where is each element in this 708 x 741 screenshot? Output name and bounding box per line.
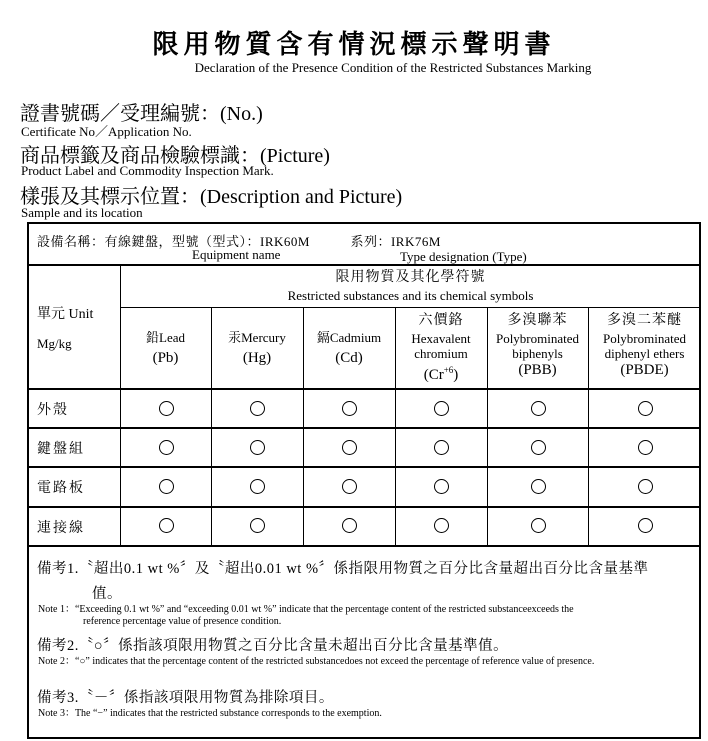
presence-circle-mark: [434, 479, 449, 494]
note-2-en: Note 2：“○” indicates that the percentage content of the restricted substancedoes not exceed the percentage of reference value of presence.: [38, 656, 595, 667]
presence-circle-mark: [531, 440, 546, 455]
restricted-substances-heading: 限用物質及其化學符號: [335, 270, 486, 285]
presence-circle-mark: [638, 479, 653, 494]
table-rule: [27, 388, 701, 390]
restricted-substances-heading-en: Restricted substances and its chemical symbols: [287, 288, 534, 303]
presence-circle-mark: [250, 401, 265, 416]
presence-circle-mark: [250, 479, 265, 494]
sample-location-caption: 樣張及其標示位置：(Description and Picture): [20, 186, 403, 208]
column-header-pbde-zh: 多溴二苯醚: [607, 313, 682, 328]
column-header-diphenyl-ethers: diphenyl ethers: [604, 346, 685, 361]
document-title: 限用物質含有情況標示聲明書: [152, 30, 556, 59]
note-1-zh: 備考1.〝超出0.1 wt %〞及〝超出0.01 wt %〞係指限用物質之百分比含量超出百分比含量基準: [37, 561, 649, 577]
column-header-pbb-zh: 多溴聯苯: [507, 313, 568, 328]
column-symbol-cd: (Cd): [335, 350, 363, 366]
presence-circle-mark: [434, 518, 449, 533]
product-label-caption-en: Product Label and Commodity Inspection Mark.: [21, 163, 274, 178]
column-symbol-cr6: $(Cr^{+6})$: [423, 365, 459, 383]
note-1-en: Note 1：“Exceeding 0.1 wt %” and “exceeding 0.01 wt %” indicate that the percentage content of the restricted substanceexceeds the: [38, 604, 574, 615]
column-symbol-pbb: (PBB): [518, 362, 557, 378]
column-header-lead: 鉛Lead: [146, 330, 185, 345]
column-header-hexavalent-chromium-zh: 六價鉻: [418, 313, 464, 328]
column-header-polybrominated: Polybrominated: [495, 331, 580, 346]
table-rule: [120, 307, 701, 308]
note-2-zh: 備考2.〝○〞係指該項限用物質之百分比含量未超出百分比含量基準值。: [37, 638, 509, 654]
table-rule: [27, 264, 701, 266]
equipment-name-en: Equipment name: [192, 247, 281, 262]
presence-circle-mark: [159, 440, 174, 455]
sample-location-caption-en: Sample and its location: [21, 205, 143, 220]
document-subtitle: Declaration of the Presence Condition of the Restricted Substances Marking: [194, 60, 592, 75]
column-symbol-pbde: (PBDE): [620, 362, 669, 378]
presence-circle-mark: [434, 440, 449, 455]
presence-circle-mark: [342, 440, 357, 455]
presence-circle-mark: [434, 401, 449, 416]
table-rule: [27, 427, 701, 429]
column-header-cadmium: 鎘Cadmium: [316, 330, 382, 345]
equipment-line: 設備名稱：有線鍵盤，型號（型式）：IRK60M 系列：IRK76M: [37, 234, 441, 249]
row-label-keyboard-assembly: 鍵盤組: [37, 442, 85, 457]
note-1-en-continued: reference percentage value of presence condition.: [83, 616, 282, 627]
unit-value: Mg/kg: [37, 336, 72, 351]
column-symbol-hg: (Hg): [242, 350, 272, 366]
presence-circle-mark: [531, 518, 546, 533]
column-header-biphenyls: biphenyls: [512, 346, 563, 361]
table-rule: [27, 466, 701, 468]
presence-circle-mark: [250, 518, 265, 533]
note-3-zh: 備考3.〝－〞係指該項限用物質為排除項目。: [37, 690, 334, 706]
column-header-hexavalent: Hexavalent: [411, 331, 471, 346]
unit-label: 單元 Unit: [37, 307, 94, 322]
type-designation-en: Type designation (Type): [400, 249, 527, 264]
table-rule: [120, 265, 121, 545]
product-label-caption: 商品標籤及商品檢驗標識：(Picture): [20, 145, 330, 167]
table-rule: [27, 506, 701, 508]
row-label-housing: 外殼: [37, 403, 69, 418]
column-header-chromium: chromium: [414, 346, 468, 361]
presence-circle-mark: [159, 479, 174, 494]
presence-circle-mark: [531, 479, 546, 494]
certificate-number-label: 證書號碼／受理編號：(No.): [20, 103, 263, 125]
certificate-number-label-en: Certificate No／Application No.: [21, 124, 192, 139]
presence-circle-mark: [159, 518, 174, 533]
presence-circle-mark: [342, 479, 357, 494]
row-label-cable: 連接線: [37, 521, 85, 536]
note-1-zh-continued: 值。: [92, 586, 122, 602]
note-3-en: Note 3：The “−” indicates that the restricted substance corresponds to the exemption.: [38, 708, 382, 719]
column-header-polybrominated: Polybrominated: [602, 331, 687, 346]
presence-circle-mark: [342, 518, 357, 533]
presence-circle-mark: [250, 440, 265, 455]
presence-circle-mark: [159, 401, 174, 416]
presence-circle-mark: [342, 401, 357, 416]
presence-circle-mark: [638, 401, 653, 416]
table-rule: [27, 545, 701, 547]
column-symbol-pb: (Pb): [152, 350, 179, 366]
row-label-circuit-board: 電路板: [37, 481, 85, 496]
presence-circle-mark: [638, 518, 653, 533]
presence-circle-mark: [638, 440, 653, 455]
presence-circle-mark: [531, 401, 546, 416]
column-header-mercury: 汞Mercury: [228, 330, 286, 345]
